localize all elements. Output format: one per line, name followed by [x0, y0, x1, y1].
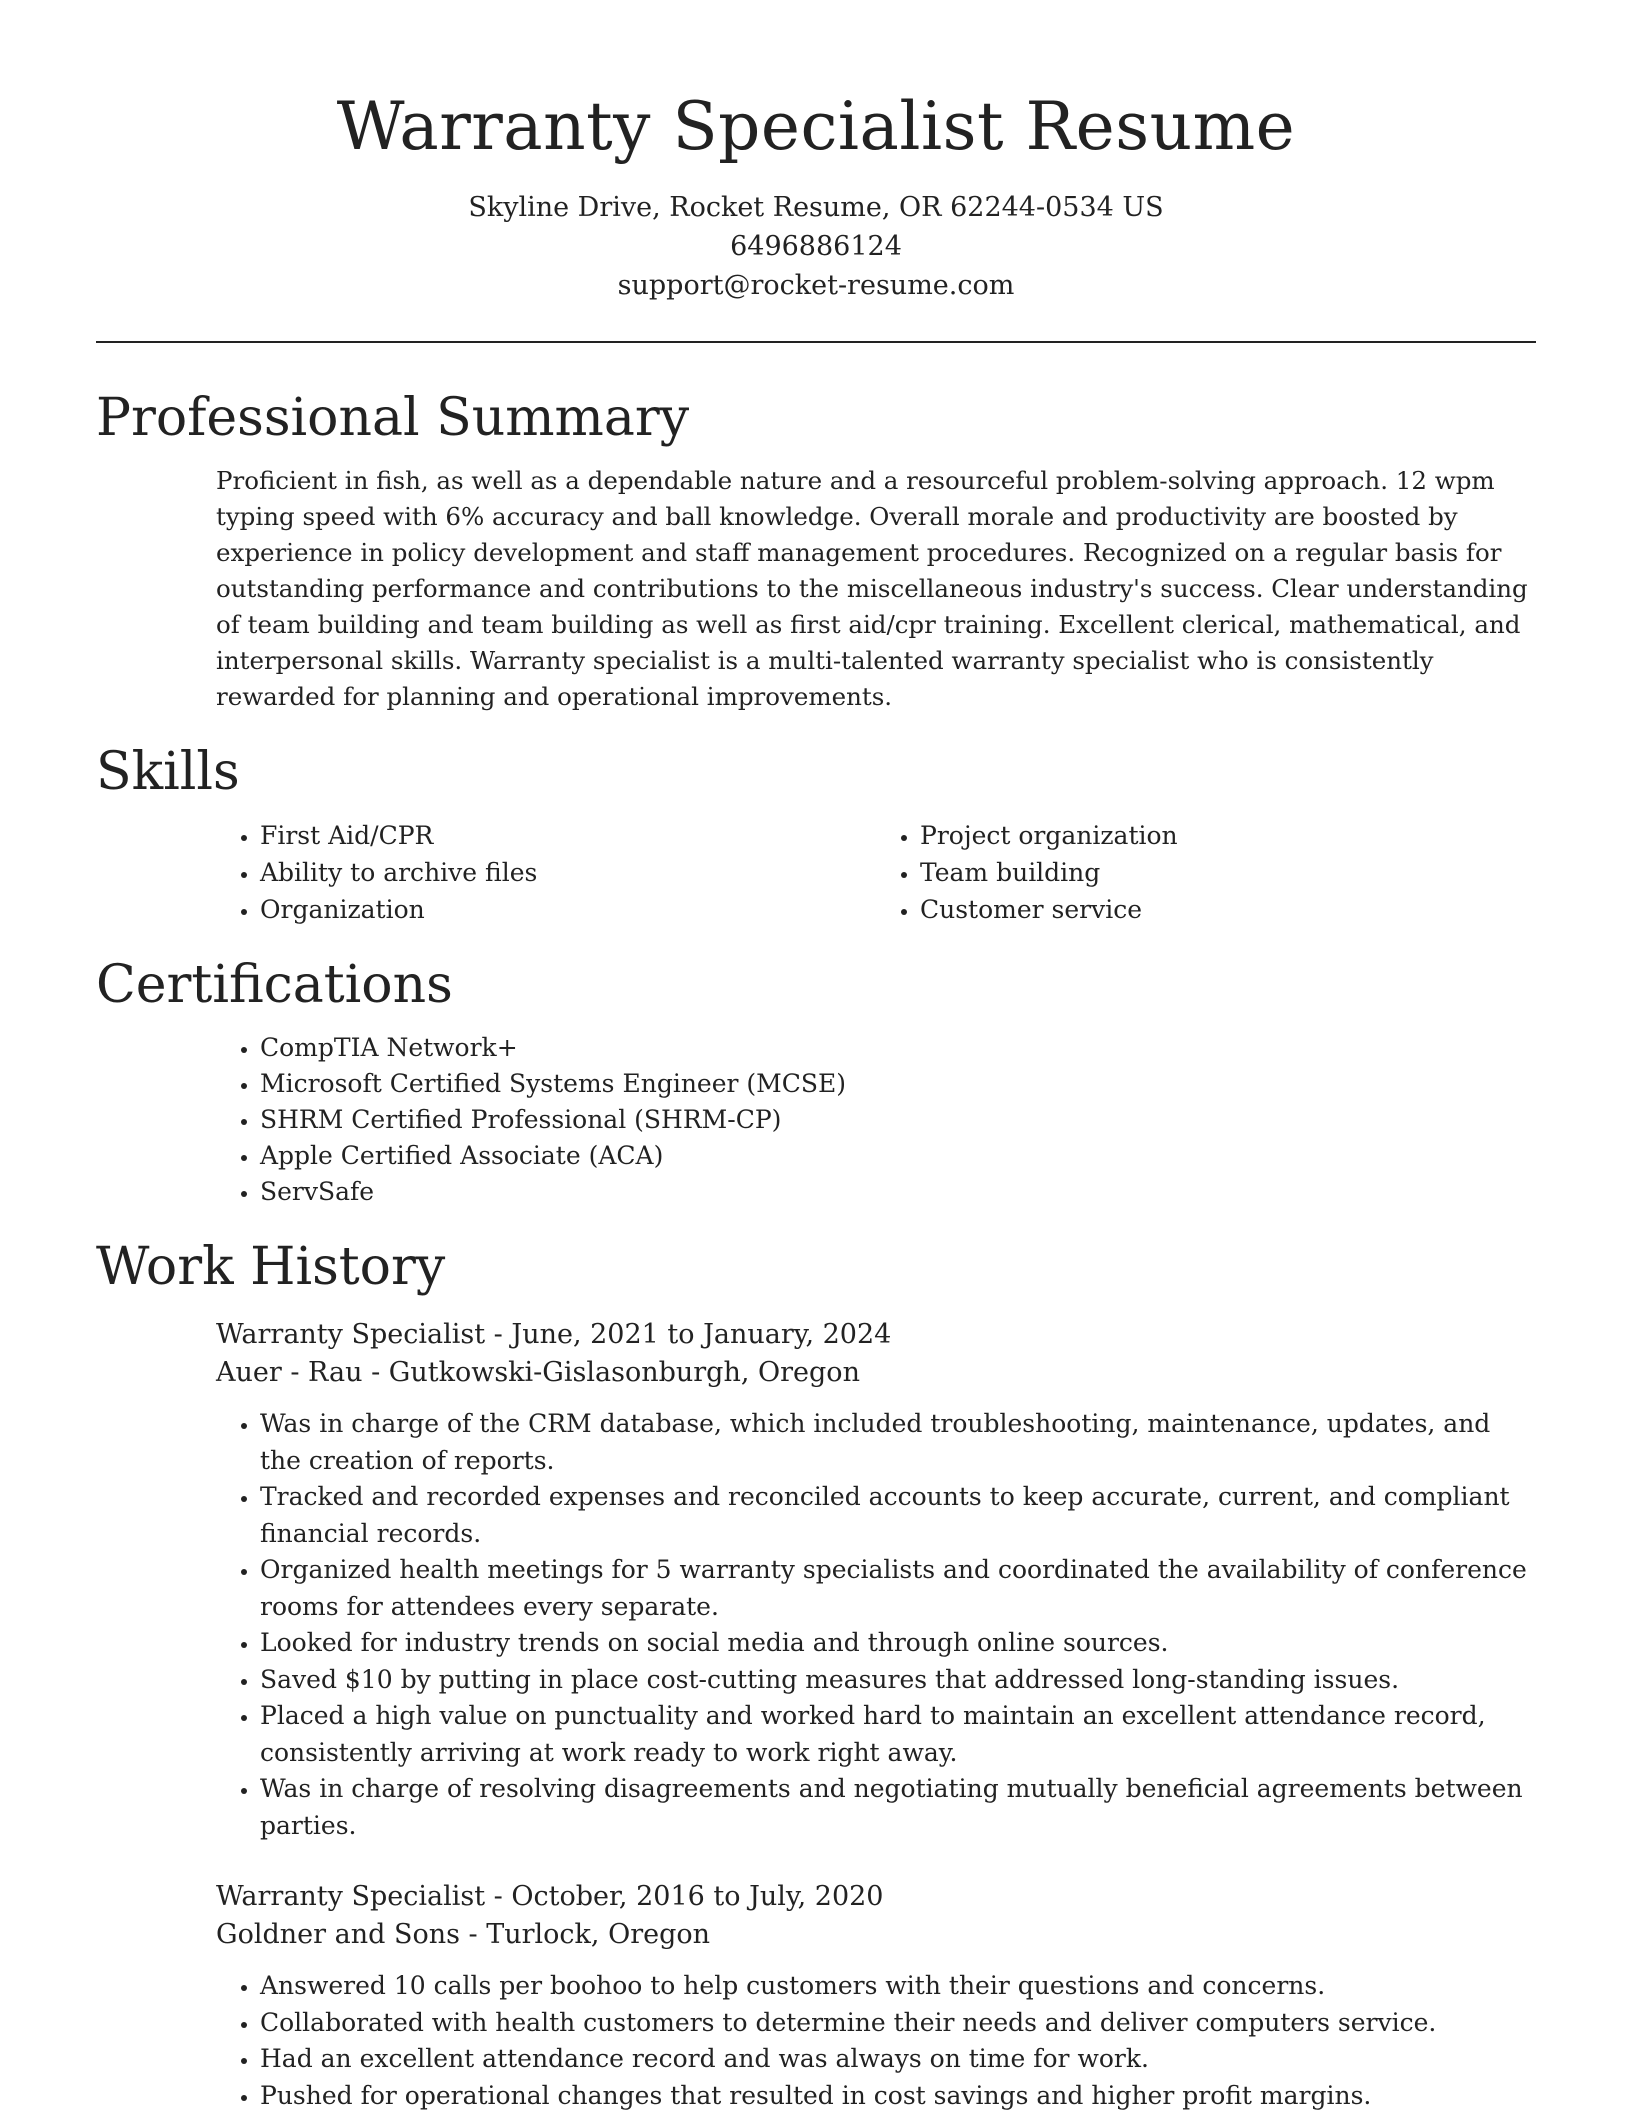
skill-item: • Team building — [920, 854, 1536, 891]
job-bullet: • Saved $10 by putting in place cost-cutting measures that addressed long-standing issues. — [260, 1662, 1536, 1699]
contact-phone: 6496886124 — [730, 231, 902, 262]
job-bullet: • Was in charge of the CRM database, which included troubleshooting, maintenance, updates, and the creation of reports. — [260, 1406, 1536, 1479]
contact-email: support@rocket-resume.com — [617, 270, 1015, 301]
resume-title: Warranty Specialist Resume — [336, 88, 1296, 165]
contact-address: Skyline Drive, Rocket Resume, OR 62244-0534 US — [468, 192, 1164, 223]
resume-header — [96, 0, 1536, 305]
job-company: Goldner and Sons — [216, 1919, 460, 1950]
certification-item: • CompTIA Network+ — [260, 1030, 1536, 1066]
certification-item: • ServSafe — [260, 1174, 1536, 1210]
skills-grid — [216, 817, 1536, 928]
job-entry — [216, 1878, 1536, 2114]
skill-item: • Ability to archive files — [260, 854, 876, 891]
summary-text: Proficient in fish, as well as a dependable nature and a resourceful problem-solving approach. 12 wpm typing speed with 6% accuracy and ball knowledge. Overall morale and productivity are boosted by experience in policy development and staff management procedures. Recognized on a regular basis for outstanding performance and contributions to the miscellaneous industry's success. Clear understanding of team building and team building as well as first aid/cpr training. Excellent clerical, mathematical, and interpersonal skills. Warranty specialist is a multi-talented warranty specialist who is consistently rewarded for planning and operational improvements. — [216, 466, 1528, 711]
job-company-line — [216, 1354, 1536, 1392]
job-location: - Turlock, Oregon — [459, 1919, 711, 1950]
job-dates: - October, 2016 to July, 2020 — [485, 1881, 884, 1912]
job-title-line — [216, 1316, 1536, 1354]
certifications-heading: Certifications — [96, 955, 453, 1015]
job-role: Warranty Specialist — [216, 1881, 486, 1912]
skill-item: • First Aid/CPR — [260, 817, 876, 854]
job-dates: - June, 2021 to January, 2024 — [485, 1319, 892, 1350]
job-title-line — [216, 1878, 1536, 1916]
job-bullet: • Tracked and recorded expenses and reconciled accounts to keep accurate, current, and compliant financial records. — [260, 1479, 1536, 1552]
job-role: Warranty Specialist — [216, 1319, 486, 1350]
contact-block — [96, 188, 1536, 305]
job-bullet: • Organized health meetings for 5 warranty specialists and coordinated the availability of conference rooms for attendees every separate. — [260, 1552, 1536, 1625]
certification-item: • Apple Certified Associate (ACA) — [260, 1138, 1536, 1174]
job-company-line — [216, 1916, 1536, 1954]
job-bullets — [216, 1406, 1536, 1844]
skill-item: • Customer service — [920, 891, 1536, 928]
skill-item: • Project organization — [920, 817, 1536, 854]
resume-page — [96, 0, 1536, 2114]
job-bullet: • Looked for industry trends on social media and through online sources. — [260, 1625, 1536, 1662]
job-bullet: • Pushed for operational changes that resulted in cost savings and higher profit margins. — [260, 2078, 1536, 2115]
certification-item: • Microsoft Certified Systems Engineer (MCSE) — [260, 1066, 1536, 1102]
skills-column-left — [216, 817, 876, 928]
skills-heading: Skills — [96, 742, 240, 802]
job-location: - Gutkowski-Gislasonburgh, Oregon — [362, 1357, 860, 1388]
skills-column-right — [876, 817, 1536, 928]
job-company: Auer - Rau — [216, 1357, 363, 1388]
job-bullet: • Answered 10 calls per boohoo to help customers with their questions and concerns. — [260, 1968, 1536, 2005]
header-divider — [96, 341, 1536, 343]
job-bullet: • Was in charge of resolving disagreements and negotiating mutually beneficial agreements between parties. — [260, 1771, 1536, 1844]
work-history-heading: Work History — [96, 1237, 446, 1297]
certification-item: • SHRM Certified Professional (SHRM-CP) — [260, 1102, 1536, 1138]
job-entry — [216, 1316, 1536, 1844]
job-bullet: • Collaborated with health customers to determine their needs and deliver computers service. — [260, 2005, 1536, 2042]
skill-item: • Organization — [260, 891, 876, 928]
skills-section — [96, 739, 1536, 928]
job-bullet: • Had an excellent attendance record and was always on time for work. — [260, 2041, 1536, 2078]
summary-section — [96, 385, 1536, 715]
certifications-list — [216, 1030, 1536, 1210]
work-history-section — [96, 1234, 1536, 2114]
job-bullet: • Placed a high value on punctuality and worked hard to maintain an excellent attendance record, consistently arriving at work ready to work right away. — [260, 1698, 1536, 1771]
job-bullets — [216, 1968, 1536, 2114]
certifications-section — [96, 952, 1536, 1210]
summary-heading: Professional Summary — [96, 388, 690, 448]
